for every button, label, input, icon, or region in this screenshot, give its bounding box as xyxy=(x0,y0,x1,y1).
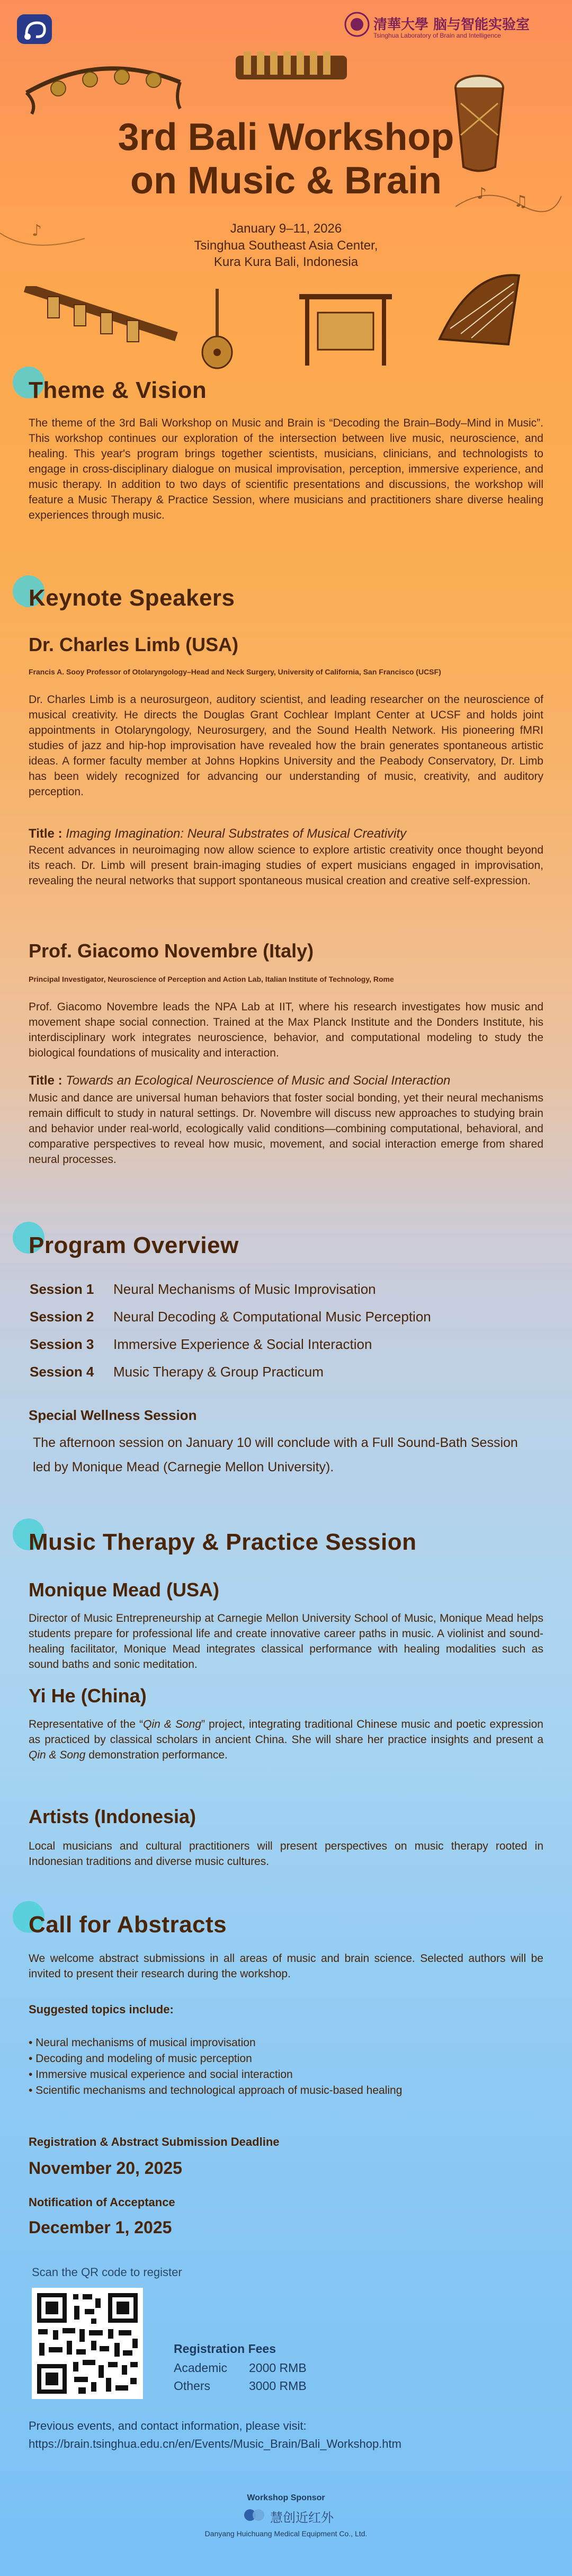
previous-events-label: Previous events, and contact information, please visit: xyxy=(29,2419,307,2432)
session-number: Session 3 xyxy=(30,1336,94,1352)
sponsor-company: Danyang Huichuang Medical Equipment Co., Ltd. xyxy=(204,2529,368,2538)
section-title-therapy: Music Therapy & Practice Session xyxy=(29,1529,417,1555)
speaker-affiliation-limb: Francis A. Sooy Professor of Otolaryngology–Head and Neck Surgery, University of California, San Francisco (UCSF) xyxy=(29,668,441,676)
wellness-title: Special Wellness Session xyxy=(29,1407,197,1423)
lute-instrument-illustration xyxy=(199,286,236,371)
session-number: Session 4 xyxy=(30,1364,94,1380)
fee-category: Academic xyxy=(174,2361,227,2375)
person-name-artists: Artists (Indonesia) xyxy=(29,1806,196,1827)
talk-title-label: Title : xyxy=(29,827,62,841)
session-name: Music Therapy & Group Practicum xyxy=(113,1364,324,1380)
wellness-text: The afternoon session on January 10 will conclude with a Full Sound-Bath Session led by Monique Mead (Carnegie Mellon University). xyxy=(33,1435,518,1474)
talk-title-text: Towards an Ecological Neuroscience of Music and Social Interaction xyxy=(66,1073,451,1088)
session-number: Session 1 xyxy=(30,1281,94,1297)
lab-logo-en: Tsinghua Laboratory of Brain and Intelligence xyxy=(373,32,501,39)
qin-song-italic: Qin & Song xyxy=(29,1749,86,1761)
title-line-1: 3rd Bali Workshop xyxy=(118,116,454,158)
speaker-bio-limb: Dr. Charles Limb is a neurosurgeon, auditory scientist, and leading researcher on the neuroscience of musical creativity. He directs the Douglas Grant Cochlear Implant Center at UCSF and holds joint appointments in Otolaryngology, Neurosurgery, and the Sound Health Network. His pioneering fMRI studies of jazz and hip-hop improvisation have revealed how the brain generates spontaneous artistic ideas. A former faculty member at Johns Hopkins University and the Peabody Conservatory, Dr. Limb has been widely recognized for advancing our understanding of music, creativity, and auditory perception. xyxy=(29,694,543,798)
angklung-instrument-illustration xyxy=(16,286,185,350)
registration-qr-code[interactable] xyxy=(32,2288,143,2399)
speaker-bio-novembre: Prof. Giacomo Novembre leads the NPA Lab at IIT, where his research investigates how music and movement shape social connection. Trained at the Max Planck Institute and the Donders Institute, his interdisciplinary work integrates neuroscience, behavior, and computational modeling to study the biological foundations of musicality and interaction. xyxy=(29,1001,543,1059)
session-row xyxy=(30,1336,372,1353)
topic-item: • Scientific mechanisms and technological approach of music-based healing xyxy=(29,2084,403,2097)
section-title-theme: Theme & Vision xyxy=(29,377,207,403)
tsinghua-seal-logo xyxy=(344,12,370,37)
talk-title-novembre xyxy=(29,1073,543,1088)
event-date: January 9–11, 2026 xyxy=(230,221,342,236)
section-title-program: Program Overview xyxy=(29,1232,239,1258)
session-row xyxy=(30,1281,376,1298)
person-name-mead: Monique Mead (USA) xyxy=(29,1579,219,1601)
session-name: Neural Mechanisms of Music Improvisation xyxy=(113,1281,376,1297)
text-segment: demonstration performance. xyxy=(85,1749,228,1761)
session-number: Session 2 xyxy=(30,1309,94,1325)
speaker-affiliation-novembre: Principal Investigator, Neuroscience of Perception and Action Lab, Italian Institute of Technology, Rome xyxy=(29,975,394,983)
deadline-date: November 20, 2025 xyxy=(29,2158,182,2178)
svg-text:♫: ♫ xyxy=(514,192,528,211)
session-name: Neural Decoding & Computational Music Perception xyxy=(113,1309,431,1325)
topic-item: • Immersive musical experience and social interaction xyxy=(29,2068,293,2081)
person-text-mead: Director of Music Entrepreneurship at Carnegie Mellon University School of Music, Monique Mead helps students prepare for professional life and create innovative career paths in music. A violinist and sound-healing facilitator, Monique Mead integrates classical performance with healing modalities such as sound baths and sonic meditation. xyxy=(29,1612,543,1671)
lab-logo-cn: 清華大學 脑与智能实验室 xyxy=(373,17,530,33)
talk-abstract-limb: Recent advances in neuroimaging now allow science to explore artistic creativity once thought beyond its reach. Dr. Limb will present brain-imaging studies of expert musicians engaged in improvisation, revealing the neural networks that support spontaneous musical creation and creative self-expression. xyxy=(29,844,543,887)
sponsor-label: Workshop Sponsor xyxy=(247,2493,325,2502)
fee-amount: 2000 RMB xyxy=(249,2361,307,2375)
title-line-2: on Music & Brain xyxy=(130,159,442,202)
gamelan-frame-illustration xyxy=(294,286,397,371)
talk-title-text: Imaging Imagination: Neural Substrates of Musical Creativity xyxy=(66,827,407,841)
topic-item: • Neural mechanisms of musical improvisation xyxy=(29,2037,256,2049)
section-title-keynote: Keynote Speakers xyxy=(29,585,235,611)
xylophone-instrument-illustration xyxy=(233,45,350,85)
fees-label: Registration Fees xyxy=(174,2342,276,2356)
harp-instrument-illustration xyxy=(429,260,530,350)
session-name: Immersive Experience & Social Interaction xyxy=(113,1336,372,1352)
talk-title-limb xyxy=(29,827,543,841)
website-link[interactable]: https://brain.tsinghua.edu.cn/en/Events/Music_Brain/Bali_Workshop.htm xyxy=(29,2437,401,2450)
fee-amount: 3000 RMB xyxy=(249,2379,307,2393)
fee-category: Others xyxy=(174,2379,211,2393)
speaker-name-novembre: Prof. Giacomo Novembre (Italy) xyxy=(29,940,314,962)
deadline-label: Registration & Abstract Submission Deadline xyxy=(29,2135,280,2148)
workshop-logo-icon xyxy=(16,13,53,45)
talk-abstract-novembre: Music and dance are universal human behaviors that foster social bonding, yet their neural mechanisms remain difficult to study in natural settings. Dr. Novembre will discuss new approaches to studying brain and behavior under real-world, ecologically valid conditions—combining computational, behavioral, and comparative perspectives to reveal how music, movement, and social interaction emerge from shared neural processes. xyxy=(29,1092,543,1166)
notification-date: December 1, 2025 xyxy=(29,2218,172,2237)
svg-text:♪: ♪ xyxy=(32,221,42,240)
sponsor-logo-text: 慧创近红外 xyxy=(270,2510,334,2525)
topics-label: Suggested topics include: xyxy=(29,2003,174,2016)
sponsor-logo-icon xyxy=(243,2506,267,2524)
section-title-abstracts: Call for Abstracts xyxy=(29,1912,227,1938)
qin-song-italic: Qin & Song xyxy=(143,1718,201,1730)
venue-line-2: Kura Kura Bali, Indonesia xyxy=(213,255,359,269)
speaker-name-limb: Dr. Charles Limb (USA) xyxy=(29,634,239,655)
talk-title-label: Title : xyxy=(29,1073,62,1088)
text-segment: Representative of the “ xyxy=(29,1718,144,1730)
text-segment: ” project, integrating traditional Chinese music and poetic expression as practiced by classical scholars in ancient China. She will share her practice insights and present a xyxy=(29,1718,543,1746)
person-text-artists: Local musicians and cultural practitioners will present perspectives on music therapy rooted in Indonesian traditions and diverse music cultures. xyxy=(29,1840,543,1868)
topic-item: • Decoding and modeling of music perception xyxy=(29,2053,252,2065)
svg-text:♪: ♪ xyxy=(477,184,487,203)
session-row xyxy=(30,1364,324,1380)
fee-row xyxy=(174,2379,307,2393)
session-row xyxy=(30,1309,431,1325)
venue-line-1: Tsinghua Southeast Asia Center, xyxy=(194,238,378,253)
abstracts-text: We welcome abstract submissions in all areas of music and brain science. Selected authors will be invited to present their research during the workshop. xyxy=(29,1952,543,1980)
theme-text: The theme of the 3rd Bali Workshop on Music and Brain is “Decoding the Brain–Body–Mind in Music”. This workshop continues our exploration of the intersection between live music, neuroscience, and healing. This year's program brings together scientists, musicians, clinicians, and technologists to engage in cross-disciplinary dialogue on musical improvisation, perception, immersive experience, and music therapy. In addition to two days of scientific presentations and discussions, the workshop will feature a Music Therapy & Practice Session, where musicians and practitioners share diverse healing experiences through music. xyxy=(29,417,543,521)
qr-label: Scan the QR code to register xyxy=(32,2266,182,2279)
notification-label: Notification of Acceptance xyxy=(29,2196,175,2209)
fee-row xyxy=(174,2361,307,2375)
person-text-yihe xyxy=(29,1717,543,1763)
person-name-yihe: Yi He (China) xyxy=(29,1685,147,1707)
